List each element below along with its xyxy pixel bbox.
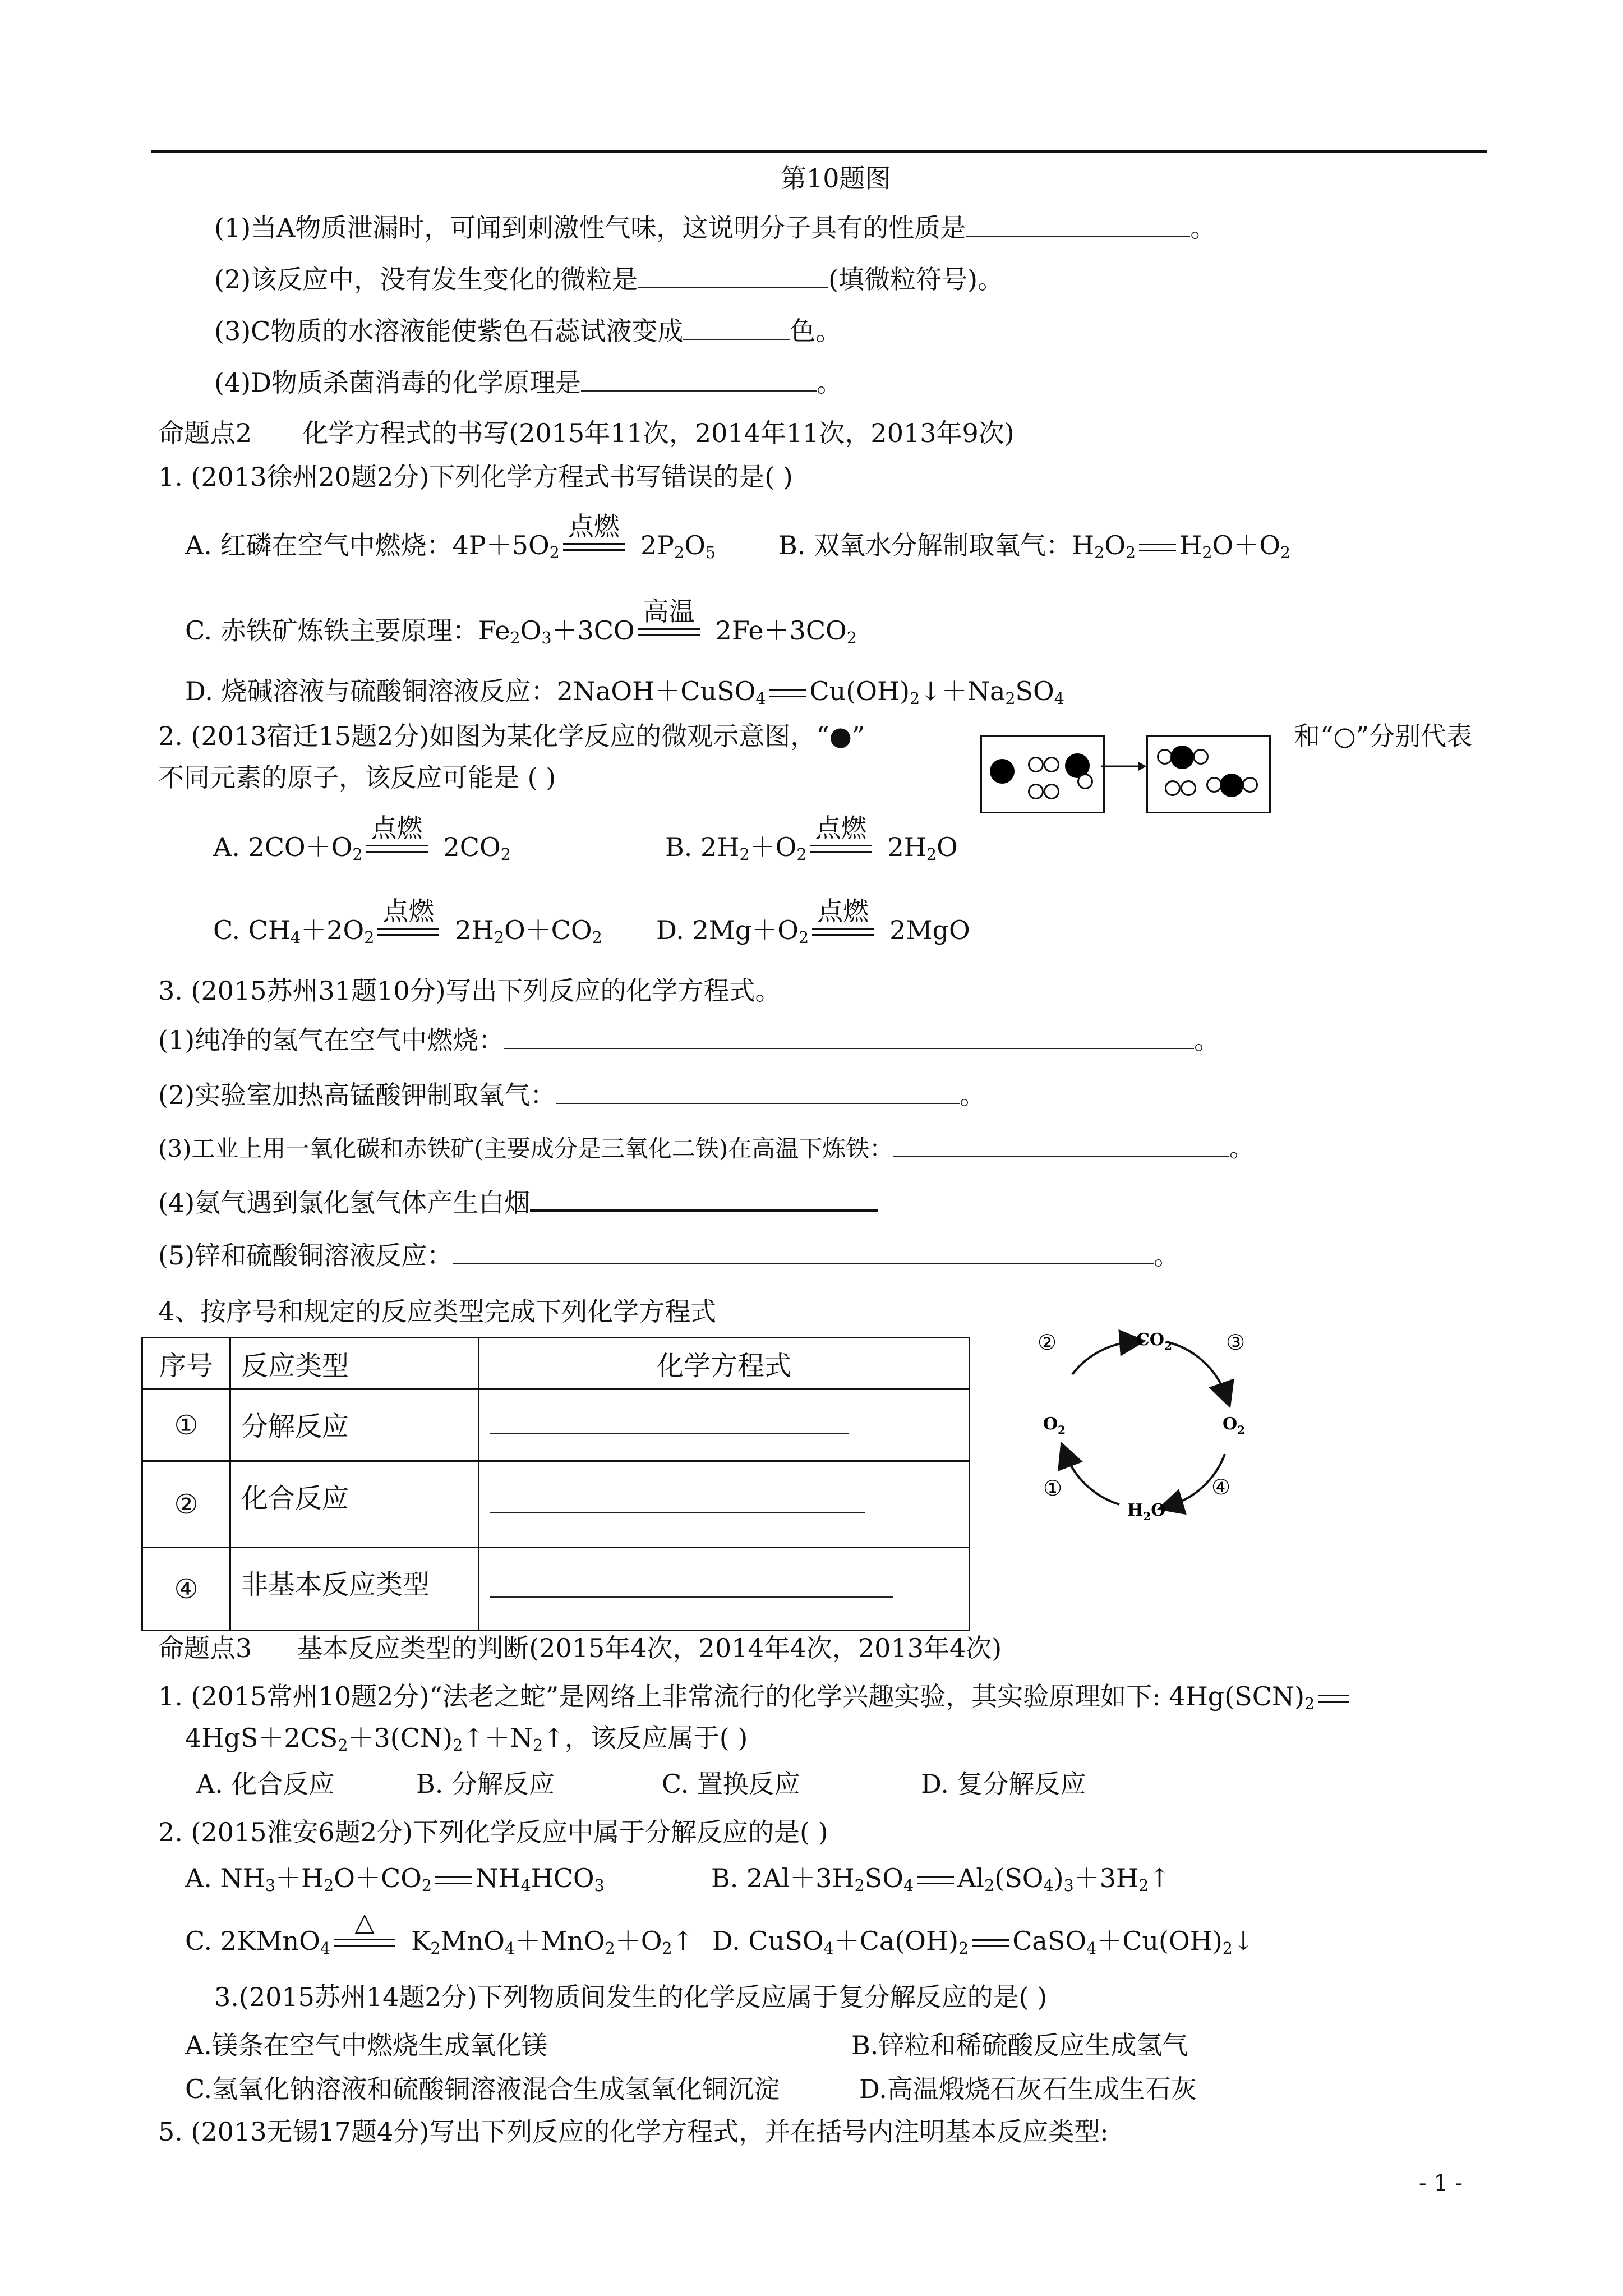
- header-no: 序号: [142, 1338, 230, 1389]
- t3-q3-option-a: A.镁条在空气中燃烧生成氧化镁: [185, 2030, 547, 2060]
- t3-q1-option-b: B. 分解反应: [416, 1769, 555, 1799]
- t3-q1-option-c: C. 置换反应: [662, 1769, 800, 1799]
- header-type: 反应类型: [230, 1338, 479, 1389]
- t3-q1-stem-2: $4HgS+2CS_2+3(CN)_2↑+N_2↑$，该反应属于( ): [185, 1723, 748, 1755]
- row-type: 化合反应: [230, 1461, 479, 1548]
- topic2-heading: 命题点2 化学方程式的书写(2015年11次，2014年11次，2013年9次): [158, 418, 1015, 448]
- cycle-num-1: ①: [1043, 1476, 1063, 1501]
- t2-q1-stem: 1. (2013徐州20题2分)下列化学方程式书写错误的是( ): [158, 462, 793, 492]
- cycle-h2o: $H_2O$: [1127, 1501, 1166, 1523]
- white-atom: [1242, 777, 1258, 793]
- white-atom: [1165, 780, 1181, 796]
- t2-q3-stem: 3. (2015苏州31题10分)写出下列反应的化学方程式。: [158, 976, 781, 1006]
- product-box: [1146, 735, 1271, 813]
- t2-q2-stem-1: 2. (2013宿迁15题2分)如图为某化学反应的微观示意图，“●”: [158, 721, 865, 751]
- row-type: 分解反应: [230, 1389, 479, 1461]
- t2-q3-part2: (2)实验室加热高锰酸钾制取氧气： 。: [158, 1078, 985, 1112]
- row-type: 非基本反应类型: [230, 1548, 479, 1631]
- row-no: ①: [142, 1389, 230, 1461]
- t3-q2-option-b: B. $2Al+3H_2SO_4$ $Al_2(SO_4)_3+3H_2↑$: [711, 1863, 1170, 1895]
- topic3-heading: 命题点3 基本反应类型的判断(2015年4次，2014年4次，2013年4次): [158, 1633, 1002, 1663]
- t3-q3-option-c: C.氢氧化钠溶液和硫酸铜溶液混合生成氢氧化铜沉淀: [185, 2074, 780, 2104]
- figure-caption: 第10题图: [781, 163, 891, 194]
- conversion-cycle-diagram: [1026, 1307, 1262, 1543]
- t3-q1-option-d: D. 复分解反应: [921, 1769, 1086, 1799]
- t3-q1-option-a: A. 化合反应: [196, 1769, 335, 1799]
- cycle-o2-left: $O_2$: [1043, 1414, 1066, 1437]
- t3-q2-option-a: A. $NH_3+H_2O+CO_2$ $NH_4HCO_3$: [185, 1863, 605, 1895]
- black-atom: [1220, 774, 1243, 797]
- t2-q2-option-c: C. $CH_4+2O_2$ 点燃 $2H_2O+CO_2$: [213, 896, 602, 947]
- t2-q4-stem: 4、按序号和规定的反应类型完成下列化学方程式: [158, 1296, 717, 1327]
- t3-q2-stem: 2. (2015淮安6题2分)下列化学反应中属于分解反应的是( ): [158, 1817, 828, 1847]
- q10-part4: (4)D物质杀菌消毒的化学原理是 。: [214, 366, 842, 399]
- cycle-num-4: ④: [1211, 1475, 1231, 1499]
- row-answer-line: [479, 1461, 970, 1548]
- t2-q1-option-b: B. 双氧水分解制取氧气：$H_2O_2$ $H_2O+O_2$: [778, 530, 1291, 563]
- page-number: - 1 -: [1419, 2170, 1463, 2196]
- t2-q3-part4: (4)氨气遇到氯化氢气体产生白烟: [158, 1185, 878, 1220]
- t2-q1-option-d: D. 烧碱溶液与硫酸铜溶液反应：2NaOH＋CuSO$_4$ $Cu(OH)_2↓+Na_2SO_4$: [185, 676, 1064, 708]
- t3-q3-stem: 3.(2015苏州14题2分)下列物质间发生的化学反应属于复分解反应的是( ): [214, 1982, 1048, 2012]
- white-atom: [1028, 784, 1044, 799]
- header-equation: 化学方程式: [479, 1338, 970, 1389]
- t2-q2-stem-3: 不同元素的原子，该反应可能是 ( ): [158, 762, 556, 793]
- black-atom: [990, 759, 1015, 784]
- t3-q2-option-c: C. 2KMnO$_4$ △ $K_2MnO_4+MnO_2+O_2↑$: [185, 1907, 694, 1958]
- reaction-arrow: [1101, 755, 1146, 777]
- reaction-table: [141, 1337, 970, 1631]
- cycle-co2: $CO_2$: [1136, 1330, 1172, 1352]
- t2-q2-option-d: D. $2Mg+O_2$ 点燃 2MgO: [656, 896, 970, 947]
- t3-q3-option-d: D.高温煅烧石灰石生成生石灰: [859, 2074, 1197, 2104]
- row-no: ②: [142, 1461, 230, 1548]
- t3-q1-stem-1: 1. (2015常州10题2分)“法老之蛇”是网络上非常流行的化学兴趣实验，其实验原理如下: $4Hg(SCN)_2$: [158, 1680, 1353, 1713]
- cycle-num-3: ③: [1226, 1330, 1246, 1355]
- white-atom: [1193, 749, 1209, 765]
- white-atom: [1044, 757, 1059, 772]
- t2-q3-part1: (1)纯净的氢气在空气中燃烧： 。: [158, 1023, 1220, 1057]
- cycle-num-2: ②: [1038, 1330, 1057, 1355]
- t2-q2-option-a: A. $2CO+O_2$ 点燃 $2CO_2$: [213, 813, 511, 864]
- t2-q3-part3: (3)工业上用一氧化碳和赤铁矿(主要成分是三氧化二铁)在高温下炼铁： 。: [158, 1131, 1253, 1166]
- top-rule: [151, 150, 1487, 153]
- t3-q5-stem: 5. (2013无锡17题4分)写出下列反应的化学方程式，并在括号内注明基本反应类型:: [158, 2116, 1109, 2147]
- row-answer-line: [479, 1548, 970, 1631]
- white-atom: [1077, 774, 1093, 789]
- q10-part2: (2)该反应中，没有发生变化的微粒是 (填微粒符号)。: [214, 263, 1003, 296]
- q10-part1: (1)当A物质泄漏时，可闻到刺激性气味，这说明分子具有的性质是 。: [214, 211, 1216, 245]
- q10-part3: (3)C物质的水溶液能使紫色石蕊试液变成 色。: [214, 314, 841, 348]
- cycle-o2-right: $O_2$: [1223, 1414, 1246, 1437]
- t2-q2-option-b: B. $2H_2+O_2$ 点燃 $2H_2O$: [665, 813, 958, 864]
- t2-q1-option-a: A. 红磷在空气中燃烧：$4P+5O_2$ 点燃 $2P_2O_5$: [185, 511, 716, 563]
- t2-q2-stem-2: 和“○”分别代表: [1294, 721, 1473, 751]
- white-atom: [1028, 757, 1044, 772]
- t2-q3-part5: (5)锌和硫酸铜溶液反应： 。: [158, 1239, 1179, 1272]
- white-atom: [1181, 780, 1196, 796]
- row-no: ④: [142, 1548, 230, 1631]
- row-answer-line: [479, 1389, 970, 1461]
- t2-q1-option-c: C. 赤铁矿炼铁主要原理：$Fe_2O_3+3CO$ 高温 $2Fe+3CO_2$: [185, 596, 857, 648]
- black-atom: [1170, 746, 1194, 769]
- t3-q3-option-b: B.锌粒和稀硫酸反应生成氢气: [851, 2030, 1188, 2060]
- reactant-box: [980, 735, 1105, 813]
- white-atom: [1044, 784, 1059, 799]
- t3-q2-option-d: D. $CuSO_4+Ca(OH)_2$ $CaSO_4+Cu(OH)_2↓$: [712, 1926, 1255, 1958]
